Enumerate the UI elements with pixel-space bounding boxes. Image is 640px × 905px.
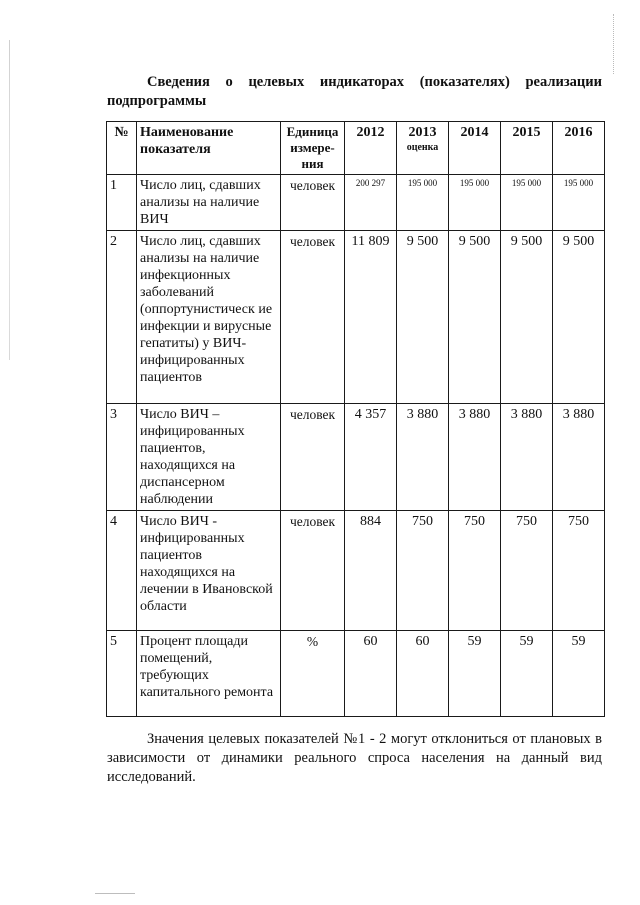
value-2013: 195 000 [397,175,449,231]
value-2012: 60 [345,631,397,717]
value-2016: 195 000 [553,175,605,231]
row-num: 1 [107,175,137,231]
row-name: Число ВИЧ - инфицированных пациентов находящихся на лечении в Ивановской области [137,511,281,631]
value-2013: 750 [397,511,449,631]
value-2012: 4 357 [345,404,397,511]
row-num: 3 [107,404,137,511]
value-2012: 200 297 [345,175,397,231]
row-name: Число лиц, сдавших анализы на наличие инфекционных заболеваний (оппортунистическ ие инфекции и вирусные гепатиты) у ВИЧ-инфицированных пациентов [137,231,281,404]
row-unit: человек [281,231,345,404]
value-2012: 11 809 [345,231,397,404]
row-unit: человек [281,404,345,511]
header-2013 [397,122,449,175]
value-2013: 60 [397,631,449,717]
value-2014: 59 [449,631,501,717]
row-name: Процент площади помещений, требующих капитального ремонта [137,631,281,717]
scan-margin-line [9,40,10,360]
row-unit: % [281,631,345,717]
value-2014: 9 500 [449,231,501,404]
table-row [107,511,605,631]
header-2015: 2015 [501,122,553,175]
table-row [107,231,605,404]
table-row [107,404,605,511]
row-unit: человек [281,175,345,231]
row-unit: человек [281,511,345,631]
value-2014: 195 000 [449,175,501,231]
table-row [107,175,605,231]
indicators-table [106,121,605,717]
value-2016: 59 [553,631,605,717]
scan-corner-mark [603,14,614,74]
header-2014: 2014 [449,122,501,175]
value-2015: 9 500 [501,231,553,404]
header-num: № [107,122,137,175]
document-title: Сведения о целевых индикаторах (показателях) реализации подпрограммы [107,74,602,109]
row-num: 5 [107,631,137,717]
row-num: 2 [107,231,137,404]
header-2013-year: 2013 [408,125,437,140]
row-name: Число ВИЧ – инфицированных пациентов, находящихся на диспансерном наблюдении [137,404,281,511]
value-2014: 3 880 [449,404,501,511]
header-name: Наименование показателя [137,122,281,175]
value-2016: 750 [553,511,605,631]
value-2013: 9 500 [397,231,449,404]
value-2015: 750 [501,511,553,631]
value-2015: 195 000 [501,175,553,231]
value-2014: 750 [449,511,501,631]
header-2016: 2016 [553,122,605,175]
table-header-row [107,122,605,175]
row-name: Число лиц, сдавших анализы на наличие ВИЧ [137,175,281,231]
value-2013: 3 880 [397,404,449,511]
value-2016: 9 500 [553,231,605,404]
row-num: 4 [107,511,137,631]
value-2015: 3 880 [501,404,553,511]
value-2012: 884 [345,511,397,631]
header-unit: Единица измере-ния [281,122,345,175]
footer-note: Значения целевых показателей №1 - 2 могут отклониться от плановых в зависимости от динамики реального спроса населения на данный вид исследований. [107,731,602,785]
header-2012: 2012 [345,122,397,175]
value-2015: 59 [501,631,553,717]
value-2016: 3 880 [553,404,605,511]
scan-bottom-mark [95,893,135,894]
header-2013-estimate: оценка [406,142,439,153]
table-row [107,631,605,717]
